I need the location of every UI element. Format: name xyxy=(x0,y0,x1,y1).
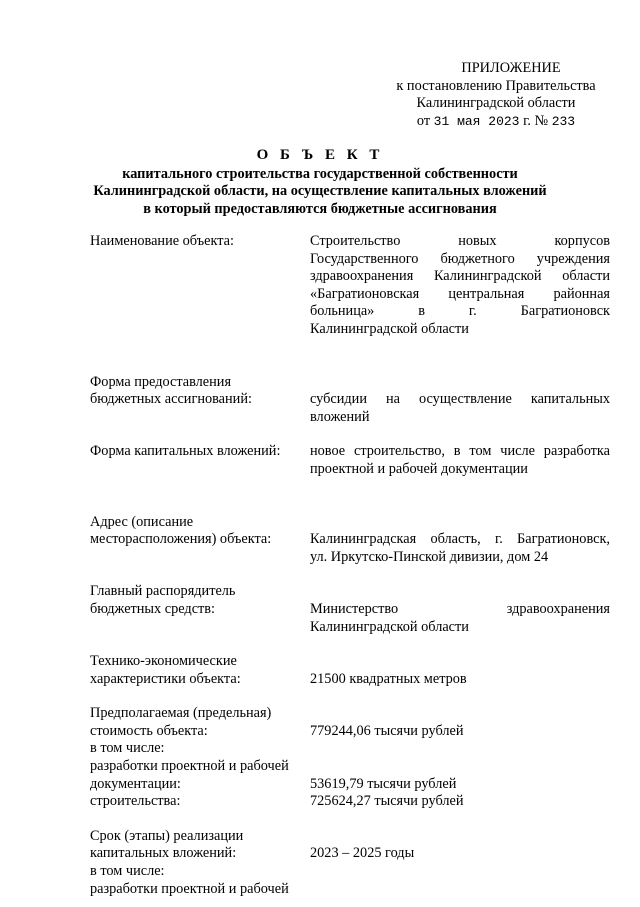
label-term: Срок (этапы) реализации капитальных вложений: в том числе: разработки проектной и рабочей xyxy=(90,827,289,897)
appendix-line-1: к постановлению Правительства xyxy=(396,77,596,94)
appendix-block xyxy=(380,60,612,130)
appendix-line-2: Калининградской области xyxy=(416,95,576,112)
value-budget-manager: Министерство здравоохранения Калининградской области xyxy=(310,600,610,635)
value-object-name: Строительство новых корпусов Государственного бюджетного учреждения здравоохранения Калининградской области «Багратионовская центральная районная больница» в г. Багратионовск Калининградской области xyxy=(310,233,610,337)
value-address: Калининградская область, г. Багратионовск, ул. Иркутско-Пинской дивизии, дом 24 xyxy=(310,531,610,565)
label-form-budget: Форма предоставления бюджетных ассигнований: xyxy=(90,373,252,408)
value-form-invest: новое строительство, в том числе разработка проектной и рабочей документации xyxy=(310,443,610,477)
title-line-1: капитального строительства государственной собственности xyxy=(122,165,518,182)
label-cost: Предполагаемая (предельная) стоимость объекта: в том числе: разработки проектной и рабочей документации: строительства: xyxy=(90,705,289,810)
row-address xyxy=(90,514,610,567)
title-line-3: в который предоставляются бюджетные ассигнования xyxy=(143,200,497,217)
row-specs xyxy=(90,653,610,688)
appendix-date-line xyxy=(380,113,612,131)
value-cost-build: 725624,27 тысячи рублей xyxy=(310,793,464,810)
value-cost xyxy=(310,705,610,811)
value-cost-docs: 53619,79 тысячи рублей xyxy=(310,775,457,792)
label-address: Адрес (описание месторасположения) объекта: xyxy=(90,513,272,548)
object-details-table xyxy=(90,233,610,898)
document-title xyxy=(0,147,640,218)
value-term: 2023 – 2025 годы xyxy=(310,845,415,862)
row-cost xyxy=(90,705,610,811)
value-specs: 21500 квадратных метров xyxy=(310,670,467,687)
date-value: 31 мая 2023 xyxy=(433,113,520,129)
label-object-name: Наименование объекта: xyxy=(90,233,234,249)
decree-number: 233 xyxy=(551,113,576,129)
row-object-name xyxy=(90,233,610,339)
label-specs: Технико-экономические характеристики объекта: xyxy=(90,653,241,687)
value-form-budget: субсидии на осуществление капитальных вложений xyxy=(310,391,610,425)
row-form-budget xyxy=(90,374,610,427)
date-prefix: от xyxy=(416,112,431,129)
label-form-invest: Форма капитальных вложений: xyxy=(90,443,281,460)
row-form-invest xyxy=(90,443,610,478)
title-line-2: Калининградской области, на осуществление капитальных вложений xyxy=(93,183,547,200)
label-budget-manager: Главный распорядитель бюджетных средств: xyxy=(90,583,236,617)
date-year-suffix: г. № xyxy=(523,112,549,129)
value-cost-total: 779244,06 тысячи рублей xyxy=(310,722,464,739)
title-object-word: О Б Ъ Е К Т xyxy=(256,147,384,163)
row-term xyxy=(90,828,610,898)
appendix-title: ПРИЛОЖЕНИЕ xyxy=(461,60,561,76)
row-budget-manager xyxy=(90,583,610,636)
